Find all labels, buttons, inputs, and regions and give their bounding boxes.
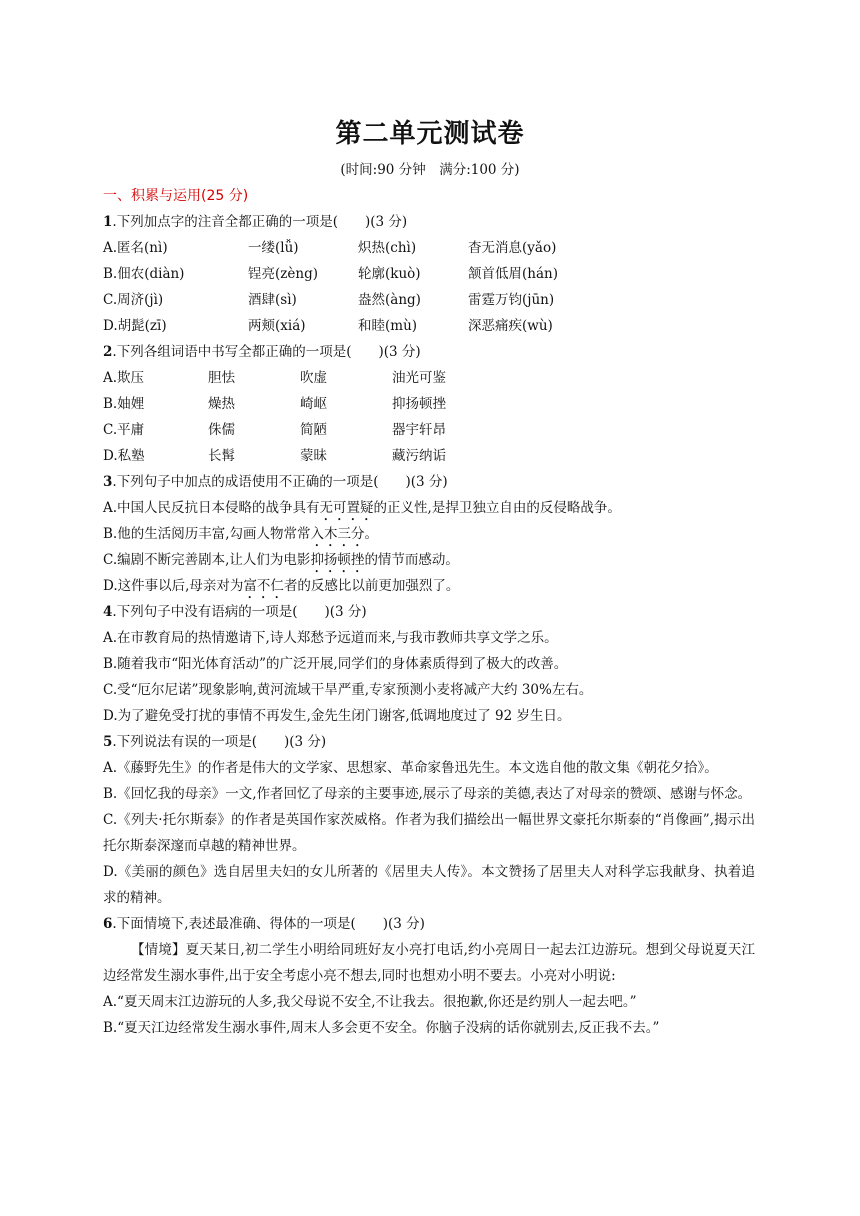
option-row: [103, 313, 755, 339]
option-cell: D.私塾: [103, 448, 145, 464]
question-stem: .下列各组词语中书写全都正确的一项是( )(3 分): [112, 344, 421, 360]
question-number: 1: [103, 214, 113, 230]
option-cell: 深恶痛疾(wù): [468, 318, 553, 334]
question-stem: .下列句子中没有语病的一项是( )(3 分): [112, 604, 367, 620]
option-text: 。: [364, 526, 379, 542]
option-row: [103, 235, 755, 261]
option-a: A.《藤野先生》的作者是伟大的文学家、思想家、革命家鲁迅先生。本文选自他的散文集《朝花夕拾》。: [103, 760, 718, 776]
option-row: [103, 443, 755, 469]
question-stem: .下列句子中加点的成语使用不正确的一项是( )(3 分): [112, 474, 448, 490]
option-text: D.这件事以后,母亲对为: [103, 578, 244, 594]
option-cell: 一缕(lǚ): [248, 240, 299, 256]
option-cell: 简陋: [300, 422, 327, 438]
option-text: 的正义性,是捍卫独立自由的反侵略战争。: [373, 500, 621, 516]
option-c: [103, 547, 755, 573]
option-cell: A.欺压: [103, 370, 145, 386]
question-3: [103, 469, 755, 495]
option-cell: 崎岖: [300, 396, 327, 412]
section-heading: 一、积累与运用(25 分): [103, 188, 249, 204]
option-cell: 器宇轩昂: [392, 422, 446, 438]
option-cell: 轮廓(kuò): [358, 266, 421, 282]
option-row: [103, 391, 755, 417]
question-4: [103, 599, 755, 625]
option-cell: 杳无消息(yǎo): [468, 240, 557, 256]
question-number: 6: [103, 916, 113, 932]
option-cell: 蒙昧: [300, 448, 327, 464]
option-a: A.在市教育局的热情邀请下,诗人郑愁予远道而来,与我市教师共享文学之乐。: [103, 630, 558, 646]
option-cell: 油光可鉴: [392, 370, 446, 386]
option-cell: A.匿名(nì): [103, 240, 168, 256]
option-cell: D.胡髭(zī): [103, 318, 167, 334]
option-text: 的情节而感动。: [364, 552, 459, 568]
option-cell: 雷霆万钧(jūn): [468, 292, 555, 308]
option-b: B.随着我市“阳光体育活动”的广泛开展,同学们的身体素质得到了极大的改善。: [103, 656, 568, 672]
option-d: D.为了避免受打扰的事情不再发生,金先生闭门谢客,低调地度过了 92 岁生日。: [103, 708, 571, 724]
option-c: C.《列夫·托尔斯泰》的作者是英国作家茨威格。作者为我们描绘出一幅世界文豪托尔斯泰的“肖像画”,揭示出托尔斯泰深邃而卓越的精神世界。: [103, 812, 755, 854]
dotted-idiom: 富不仁: [243, 578, 284, 594]
option-cell: 藏污纳诟: [392, 448, 446, 464]
question-stem: .下列加点字的注音全都正确的一项是( )(3 分): [112, 214, 408, 230]
question-5: [103, 729, 755, 755]
option-cell: 长髯: [208, 448, 235, 464]
option-row: [103, 287, 755, 313]
option-row: [103, 417, 755, 443]
option-text: B.他的生活阅历丰富,勾画人物常常: [103, 526, 311, 542]
option-cell: C.平庸: [103, 422, 145, 438]
option-a: [103, 495, 755, 521]
page-title: 第二单元测试卷: [335, 119, 525, 149]
option-cell: 吹虚: [300, 370, 327, 386]
exam-meta: (时间:90 分钟 满分:100 分): [340, 162, 520, 178]
question-stem: .下列说法有误的一项是( )(3 分): [112, 734, 327, 750]
dotted-idiom: 抑扬顿挫: [310, 552, 365, 568]
option-cell: B.佃农(diàn): [103, 266, 185, 282]
dotted-idiom: 入木三分: [310, 526, 365, 542]
question-6: [103, 911, 755, 937]
option-row: [103, 365, 755, 391]
option-c: C.受“厄尔尼诺”现象影响,黄河流域干旱严重,专家预测小麦将减产大约 30%左右。: [103, 682, 593, 698]
option-cell: 抑扬顿挫: [392, 396, 446, 412]
option-b: B.《回忆我的母亲》一文,作者回忆了母亲的主要事迹,展示了母亲的美德,表达了对母亲的赞颂、感谢与怀念。: [103, 786, 752, 802]
option-d: D.《美丽的颜色》选自居里夫妇的女儿所著的《居里夫人传》。本文赞扬了居里夫人对科学忘我献身、执着追求的精神。: [103, 864, 755, 906]
option-cell: 酒肆(sì): [248, 292, 297, 308]
option-cell: 锃亮(zèng): [248, 266, 318, 282]
option-cell: 炽热(chì): [358, 240, 417, 256]
option-a: A.“夏天周末江边游玩的人多,我父母说不安全,不让我去。很抱歉,你还是约别人一起去吧。”: [103, 994, 637, 1010]
question-number: 5: [103, 734, 113, 750]
option-cell: 两颊(xiá): [248, 318, 306, 334]
option-row: [103, 261, 755, 287]
option-text: 者的反感比以前更加强烈了。: [283, 578, 460, 594]
question-number: 2: [103, 344, 113, 360]
option-cell: B.妯娌: [103, 396, 145, 412]
question-stem: .下面情境下,表述最准确、得体的一项是( )(3 分): [112, 916, 425, 932]
question-number: 4: [103, 604, 113, 620]
question-2: [103, 339, 755, 365]
question-1: [103, 209, 755, 235]
option-cell: 颔首低眉(hán): [468, 266, 558, 282]
exam-content: [103, 183, 755, 1041]
option-b: [103, 521, 755, 547]
option-cell: 盎然(àng): [358, 292, 421, 308]
question-number: 3: [103, 474, 113, 490]
option-cell: 胆怯: [208, 370, 235, 386]
option-text: C.编剧不断完善剧本,让人们为电影: [103, 552, 311, 568]
dotted-idiom: 无可置疑: [319, 500, 374, 516]
scenario-text: 【情境】夏天某日,初二学生小明给同班好友小亮打电话,约小亮周日一起去江边游玩。想到父母说夏天江边经常发生溺水事件,出于安全考虑小亮不想去,同时也想劝小明不要去。小亮对小明说:: [103, 942, 755, 984]
option-cell: C.周济(jì): [103, 292, 164, 308]
option-d: [103, 573, 755, 599]
option-cell: 燥热: [208, 396, 235, 412]
option-cell: 侏儒: [208, 422, 235, 438]
option-text: A.中国人民反抗日本侵略的战争具有: [103, 500, 320, 516]
option-cell: 和睦(mù): [358, 318, 418, 334]
option-b: B.“夏天江边经常发生溺水事件,周末人多会更不安全。你脑子没病的话你就别去,反正我不去。”: [103, 1020, 660, 1036]
